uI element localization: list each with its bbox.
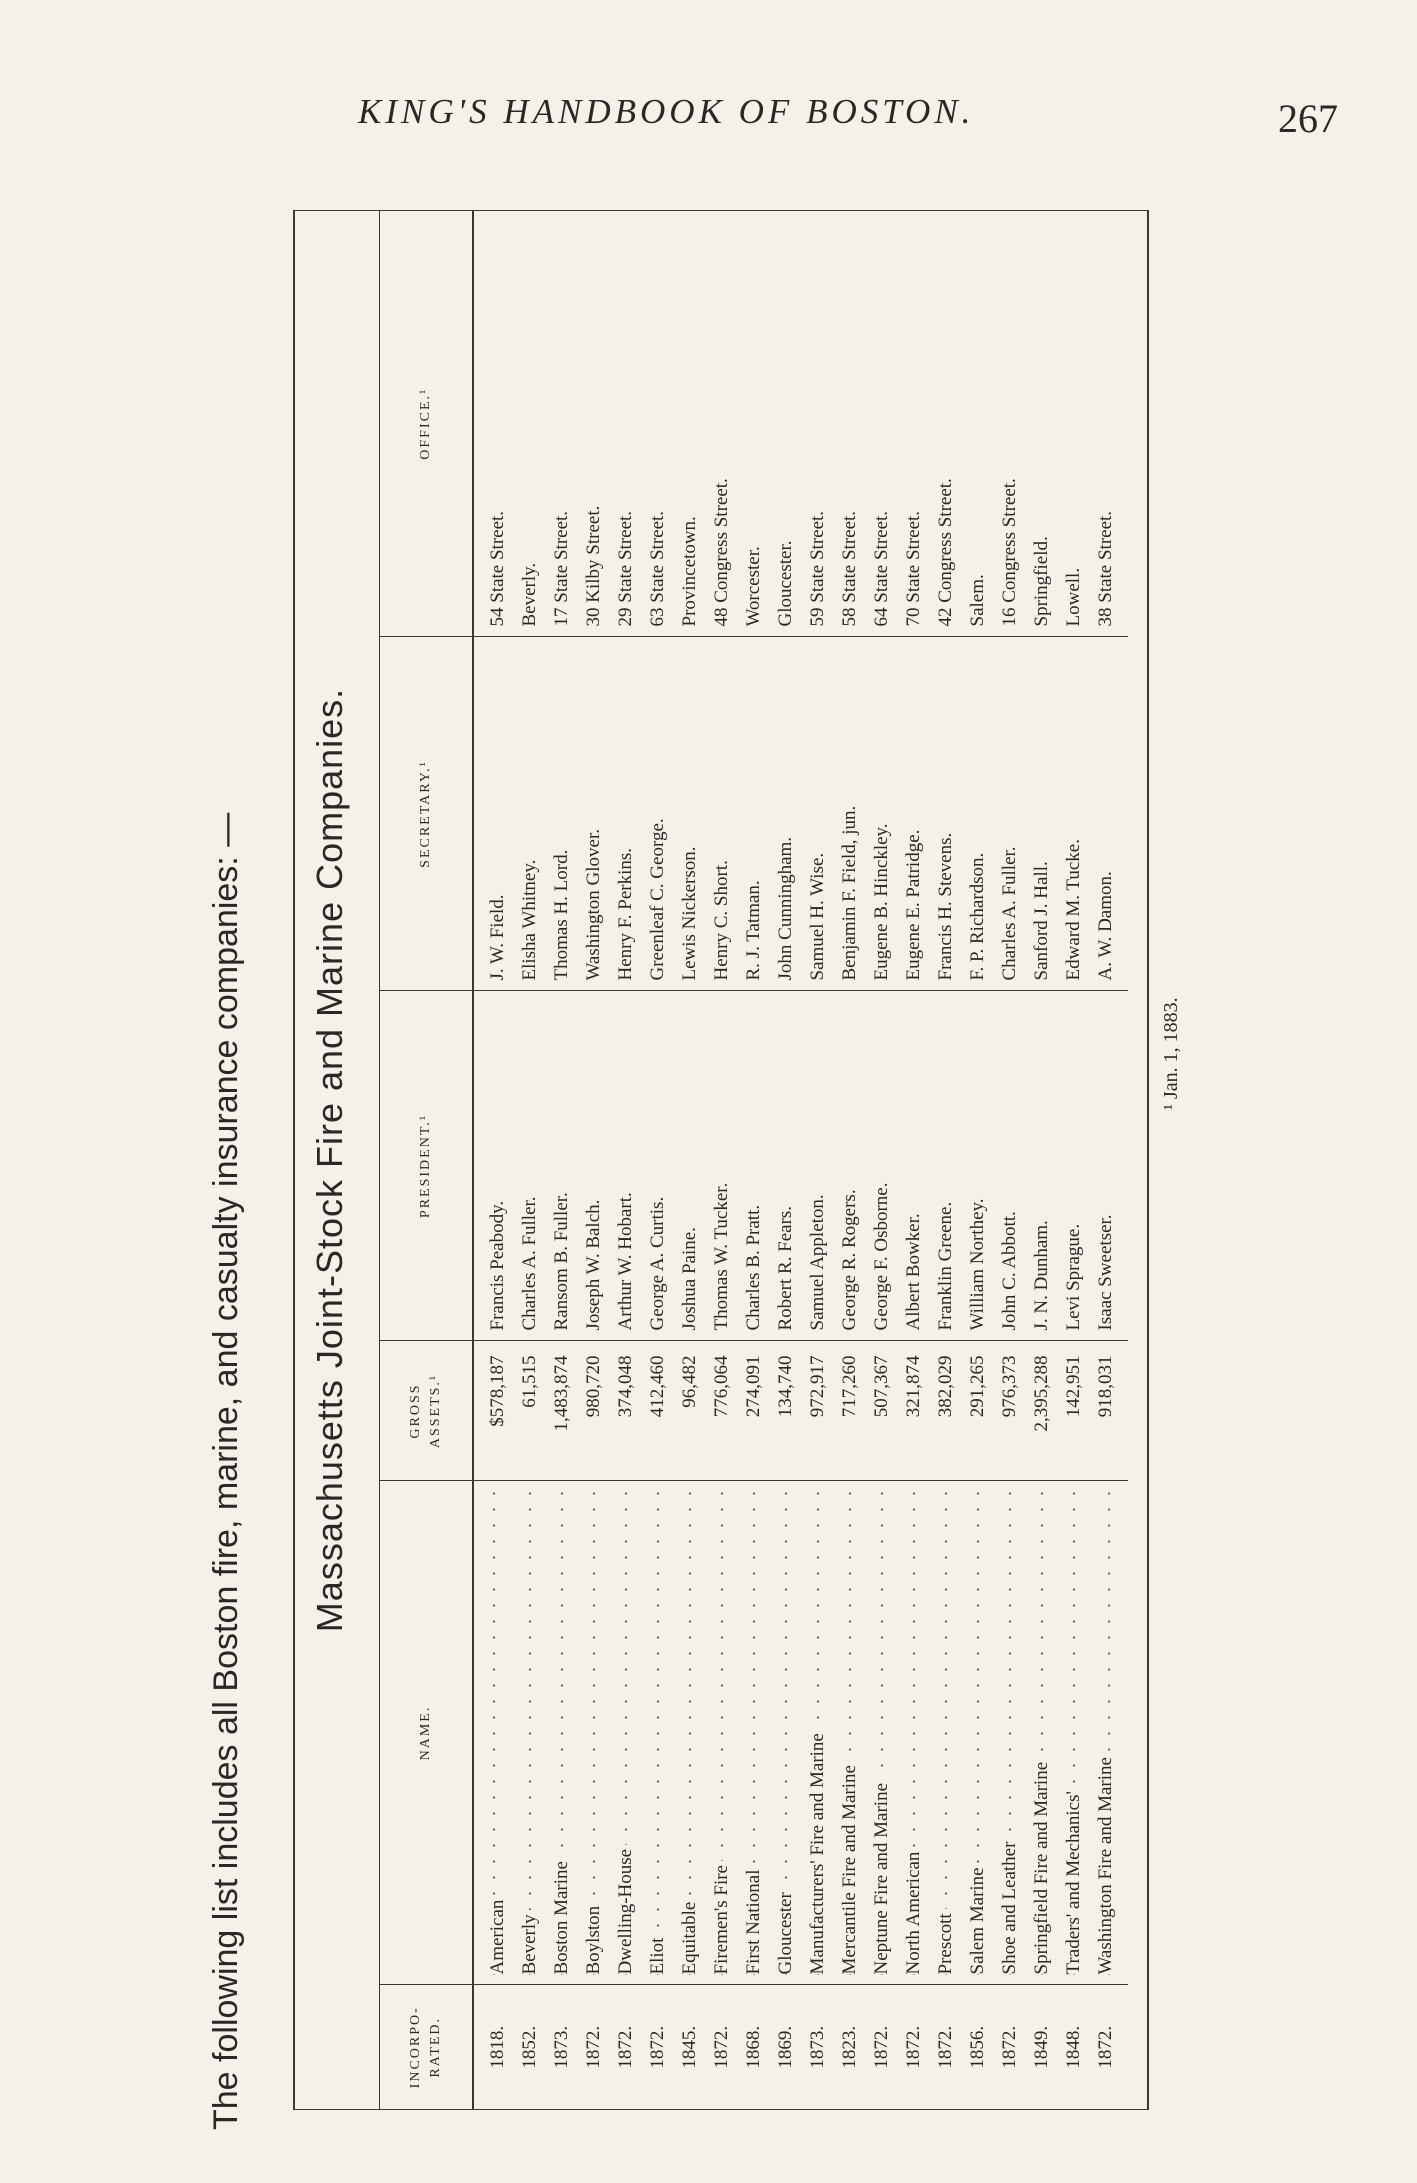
column-header-incorporated-line2: RATED. (428, 2016, 443, 2078)
cell-incorporated: 1868. (738, 1985, 770, 2109)
cell-secretary: F. P. Richardson. (962, 637, 994, 991)
cell-secretary: Thomas H. Lord. (546, 637, 578, 991)
page-number: 267 (1278, 96, 1338, 141)
column-header-secretary: SECRETARY.¹ (380, 637, 474, 991)
cell-office: Worcester. (743, 546, 764, 627)
table-row (1090, 211, 1128, 2109)
intro-text: The following list includes all Boston fire, marine, and casualty insurance companies: — (207, 812, 245, 2130)
table-row (473, 211, 514, 2109)
cell-secretary: Francis H. Stevens. (930, 637, 962, 991)
cell-president: Levi Sprague. (1058, 991, 1090, 1341)
company-name: Beverly (519, 1910, 540, 1974)
table-row (802, 211, 834, 2109)
company-name: Neptune Fire and Marine (871, 1779, 892, 1975)
company-name: First National (743, 1865, 764, 1974)
cell-office: 42 Congress Street. (935, 478, 956, 627)
cell-incorporated: 1873. (546, 1985, 578, 2109)
cell-assets: 412,460 (642, 1341, 674, 1481)
column-header-assets-line2: ASSETS.¹ (428, 1373, 443, 1449)
cell-name (802, 1481, 834, 1985)
cell-assets: 61,515 (514, 1341, 546, 1481)
company-name: Mercantile Fire and Marine (839, 1761, 860, 1974)
cell-office: 54 State Street. (487, 510, 508, 627)
cell-president: George F. Osborne. (866, 991, 898, 1341)
company-name: Boylston (583, 1902, 604, 1975)
cell-assets: 972,917 (802, 1341, 834, 1481)
cell-office: 29 State Street. (615, 510, 636, 627)
cell-secretary: Washington Glover. (578, 637, 610, 991)
cell-office: 63 State Street. (647, 510, 668, 627)
cell-name (578, 1481, 610, 1985)
cell-secretary: Edward M. Tucke. (1058, 637, 1090, 991)
cell-name (834, 1481, 866, 1985)
cell-office: Lowell. (1063, 567, 1084, 627)
cell-office: 64 State Street. (871, 510, 892, 627)
column-header-assets (380, 1341, 474, 1481)
cell-secretary: Samuel H. Wise. (802, 637, 834, 991)
cell-incorporated: 1852. (514, 1985, 546, 2109)
cell-name (930, 1481, 962, 1985)
cell-name (738, 1481, 770, 1985)
cell-president: Ransom B. Fuller. (546, 991, 578, 1341)
cell-name (770, 1481, 802, 1985)
table-row (578, 211, 610, 2109)
table-row (1058, 211, 1090, 2109)
column-header-president: PRESIDENT.¹ (380, 991, 474, 1341)
cell-incorporated: 1872. (578, 1985, 610, 2109)
company-name: Salem Marine (967, 1863, 988, 1974)
cell-name (706, 1481, 738, 1985)
cell-name (642, 1481, 674, 1985)
table-header-row (380, 211, 474, 2109)
company-name: Springfield Fire and Marine (1031, 1758, 1052, 1975)
company-name: Eliot (647, 1934, 668, 1975)
cell-assets: 382,029 (930, 1341, 962, 1481)
company-name: North American (903, 1848, 924, 1975)
cell-incorporated: 1872. (1090, 1985, 1128, 2109)
cell-president: William Northey. (962, 991, 994, 1341)
cell-incorporated: 1872. (610, 1985, 642, 2109)
table-row (866, 211, 898, 2109)
cell-president: J. N. Dunham. (1026, 991, 1058, 1341)
cell-incorporated: 1818. (473, 1985, 514, 2109)
table-row (706, 211, 738, 2109)
cell-name (1058, 1481, 1090, 1985)
cell-office: 59 State Street. (807, 510, 828, 627)
cell-president: Thomas W. Tucker. (706, 991, 738, 1341)
cell-president: Charles A. Fuller. (514, 991, 546, 1341)
running-head: KING'S HANDBOOK OF BOSTON. (358, 92, 975, 131)
table-row (834, 211, 866, 2109)
column-header-assets-line1: GROSS (408, 1383, 423, 1439)
cell-president: George R. Rogers. (834, 991, 866, 1341)
company-table-frame (293, 210, 1149, 2110)
cell-office: 17 State Street. (551, 510, 572, 627)
cell-name (866, 1481, 898, 1985)
cell-assets: $578,187 (473, 1341, 514, 1481)
cell-office: Springfield. (1031, 536, 1052, 627)
company-name: Equitable (679, 1898, 700, 1975)
cell-secretary: R. J. Tatman. (738, 637, 770, 991)
cell-secretary: John Cunningham. (770, 637, 802, 991)
footnote: ¹ Jan. 1, 1883. (1160, 997, 1182, 1110)
cell-name (1090, 1481, 1128, 1985)
cell-office: Provincetown. (679, 516, 700, 627)
cell-president: Albert Bowker. (898, 991, 930, 1341)
company-name: American (487, 1896, 508, 1975)
cell-office: 58 State Street. (839, 510, 860, 627)
company-name: Shoe and Leather (999, 1838, 1020, 1975)
company-name: Dwelling-House (615, 1845, 636, 1975)
cell-president: Joseph W. Balch. (578, 991, 610, 1341)
cell-incorporated: 1869. (770, 1985, 802, 2109)
cell-name (1026, 1481, 1058, 1985)
cell-incorporated: 1845. (674, 1985, 706, 2109)
cell-name (994, 1481, 1026, 1985)
cell-assets: 374,048 (610, 1341, 642, 1481)
cell-incorporated: 1872. (930, 1985, 962, 2109)
cell-office: Salem. (967, 574, 988, 627)
cell-president: Franklin Greene. (930, 991, 962, 1341)
cell-assets: 976,373 (994, 1341, 1026, 1481)
cell-secretary: Henry F. Perkins. (610, 637, 642, 991)
table-row (674, 211, 706, 2109)
cell-name (546, 1481, 578, 1985)
table-row (930, 211, 962, 2109)
company-name: Washington Fire and Marine (1095, 1753, 1116, 1974)
table-row (642, 211, 674, 2109)
table-row (546, 211, 578, 2109)
cell-secretary: Lewis Nickerson. (674, 637, 706, 991)
table-row (770, 211, 802, 2109)
company-name: Prescott (935, 1909, 956, 1974)
cell-incorporated: 1872. (706, 1985, 738, 2109)
cell-office: Gloucester. (775, 540, 796, 627)
table-row (962, 211, 994, 2109)
cell-secretary: Henry C. Short. (706, 637, 738, 991)
cell-secretary: Benjamin F. Field, jun. (834, 637, 866, 991)
cell-incorporated: 1848. (1058, 1985, 1090, 2109)
cell-president: Arthur W. Hobart. (610, 991, 642, 1341)
cell-assets: 717,260 (834, 1341, 866, 1481)
cell-secretary: Eugene B. Hinckley. (866, 637, 898, 991)
cell-secretary: Eugene E. Patridge. (898, 637, 930, 991)
cell-assets: 1,483,874 (546, 1341, 578, 1481)
rotated-page-content (195, 190, 1195, 2170)
cell-president: Joshua Paine. (674, 991, 706, 1341)
cell-name (674, 1481, 706, 1985)
company-name: Manufacturers' Fire and Marine (807, 1729, 828, 1974)
cell-secretary: Elisha Whitney. (514, 637, 546, 991)
cell-incorporated: 1872. (642, 1985, 674, 2109)
cell-secretary: Charles A. Fuller. (994, 637, 1026, 991)
cell-secretary: J. W. Field. (473, 637, 514, 991)
cell-assets: 321,874 (898, 1341, 930, 1481)
cell-assets: 776,064 (706, 1341, 738, 1481)
cell-incorporated: 1823. (834, 1985, 866, 2109)
cell-president: Isaac Sweetser. (1090, 991, 1128, 1341)
cell-name (898, 1481, 930, 1985)
table-row (738, 211, 770, 2109)
table-title: Massachusetts Joint-Stock Fire and Marine Companies. (309, 687, 350, 1633)
cell-name (514, 1481, 546, 1985)
cell-president: Francis Peabody. (473, 991, 514, 1341)
cell-assets: 274,091 (738, 1341, 770, 1481)
column-header-office: OFFICE.¹ (380, 211, 474, 637)
cell-president: John C. Abbott. (994, 991, 1026, 1341)
cell-assets: 980,720 (578, 1341, 610, 1481)
cell-office: 70 State Street. (903, 510, 924, 627)
cell-secretary: Sanford J. Hall. (1026, 637, 1058, 991)
column-header-incorporated-line1: INCORPO- (408, 2006, 423, 2089)
cell-assets: 507,367 (866, 1341, 898, 1481)
cell-name (473, 1481, 514, 1985)
cell-incorporated: 1872. (994, 1985, 1026, 2109)
cell-secretary: A. W. Damon. (1090, 637, 1128, 991)
table-row (1026, 211, 1058, 2109)
cell-office: Beverly. (519, 562, 540, 627)
column-header-name: NAME. (380, 1481, 474, 1985)
cell-secretary: Greenleaf C. George. (642, 637, 674, 991)
column-header-incorporated (380, 1985, 474, 2109)
cell-office: 16 Congress Street. (999, 478, 1020, 627)
cell-incorporated: 1873. (802, 1985, 834, 2109)
cell-incorporated: 1849. (1026, 1985, 1058, 2109)
cell-assets: 96,482 (674, 1341, 706, 1481)
table-row (994, 211, 1026, 2109)
cell-incorporated: 1856. (962, 1985, 994, 2109)
company-name: Boston Marine (551, 1857, 572, 1974)
cell-assets: 134,740 (770, 1341, 802, 1481)
cell-name (610, 1481, 642, 1985)
cell-assets: 291,265 (962, 1341, 994, 1481)
cell-incorporated: 1872. (898, 1985, 930, 2109)
cell-president: Samuel Appleton. (802, 991, 834, 1341)
table-row (610, 211, 642, 2109)
table-body (473, 211, 1128, 2109)
cell-assets: 142,951 (1058, 1341, 1090, 1481)
cell-president: Robert R. Fears. (770, 991, 802, 1341)
cell-incorporated: 1872. (866, 1985, 898, 2109)
cell-office: 48 Congress Street. (711, 478, 732, 627)
cell-president: Charles B. Pratt. (738, 991, 770, 1341)
table-row (898, 211, 930, 2109)
cell-office: 30 Kilby Street. (583, 505, 604, 627)
table-row (514, 211, 546, 2109)
cell-assets: 2,395,288 (1026, 1341, 1058, 1481)
cell-name (962, 1481, 994, 1985)
company-name: Firemen's Fire (711, 1861, 732, 1975)
company-name: Traders' and Mechanics' (1063, 1787, 1084, 1974)
cell-office: 38 State Street. (1095, 510, 1116, 627)
company-name: Gloucester (775, 1888, 796, 1974)
company-table (379, 211, 1128, 2109)
cell-president: George A. Curtis. (642, 991, 674, 1341)
cell-assets: 918,031 (1090, 1341, 1128, 1481)
